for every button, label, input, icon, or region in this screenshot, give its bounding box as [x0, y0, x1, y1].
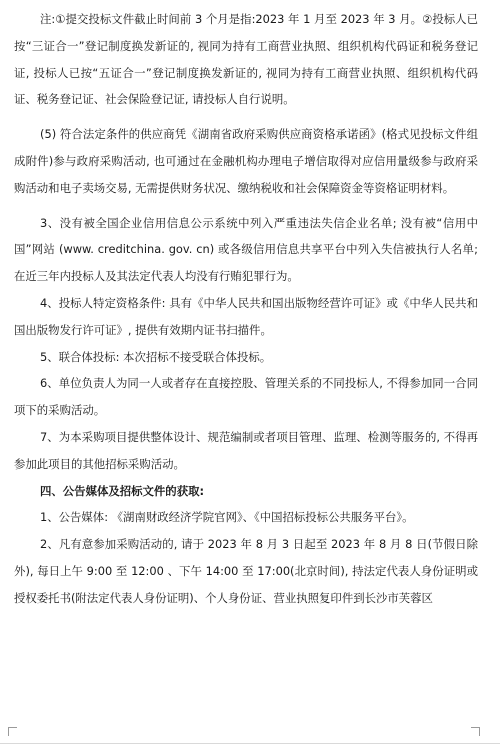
paragraph-media-1: 1、公告媒体: 《湖南财政经济学院官网》、《中国招标投标公共服务平台》。	[40, 510, 414, 525]
section-4-heading: 四、公告媒体及招标文件的获取:	[40, 483, 205, 498]
paragraph-media-2: 2、凡有意参加采购活动的, 请于 2023 年 8 月 3 日起至 2023 年 8 月 8 日(节假日除外), 每日上午 9:00 至 12:00 、下午 14:00 至 17:00(北京时间), 持法定代表人身份证明或授权委托书(附法定代表人身份证明)、个人身份证、营业执照复印件到长沙市芙蓉区	[14, 537, 478, 605]
paragraph-item-3: 3、没有被全国企业信用信息公示系统中列入严重违法失信企业名单; 没有被“信用中国”网站 (www. creditchina. gov. cn) 或各级信用信息共享平台中列入失信被执行人名单; 在近三年内投标人及其法定代表人均没有行贿犯罪行为。	[14, 215, 478, 284]
page-corner-mark-left	[8, 727, 17, 736]
page-corner-mark-right	[471, 727, 480, 736]
spacer	[14, 113, 478, 121]
note-paragraph: 注:①提交投标文件截止时间前 3 个月是指:2023 年 1 月至 2023 年 3 月。②投标人已按“三证合一”登记制度换发新证的, 视同为持有工商营业执照、组织机构代码证和税务登记证, 投标人已按“五证合一”登记制度换发新证的, 视同为持有工商营业执照、组织机构代码证、税务登记证、社会保险登记证, 请投标人自行说明。	[14, 12, 478, 107]
paragraph-item-7: 7、为本采购项目提供整体设计、规范编制或者项目管理、监理、检测等服务的, 不得再参加此项目的其他招标采购活动。	[14, 429, 478, 471]
paragraph-item-6: 6、单位负责人为同一人或者存在直接控股、管理关系的不同投标人, 不得参加同一合同项下的采购活动。	[14, 376, 478, 418]
spacer	[14, 202, 478, 210]
paragraph-item-5: (5) 符合法定条件的供应商凭《湖南省政府采购供应商资格承诺函》(格式见投标文件组成附件)参与政府采购活动, 也可通过在金融机构办理电子增信取得对应信用量级参与政府采购活动和电子卖场交易, 无需提供财务状况、缴纳税收和社会保障资金等资格证明材料。	[14, 127, 478, 195]
paragraph-item-4: 4、投标人特定资格条件: 具有《中华人民共和国出版物经营许可证》或《中华人民共和国出版物发行许可证》, 提供有效期内证书扫描件。	[14, 295, 478, 337]
page-bottom-rule	[0, 743, 500, 744]
paragraph-item-5b: 5、联合体投标: 本次招标不接受联合体投标。	[40, 349, 272, 364]
